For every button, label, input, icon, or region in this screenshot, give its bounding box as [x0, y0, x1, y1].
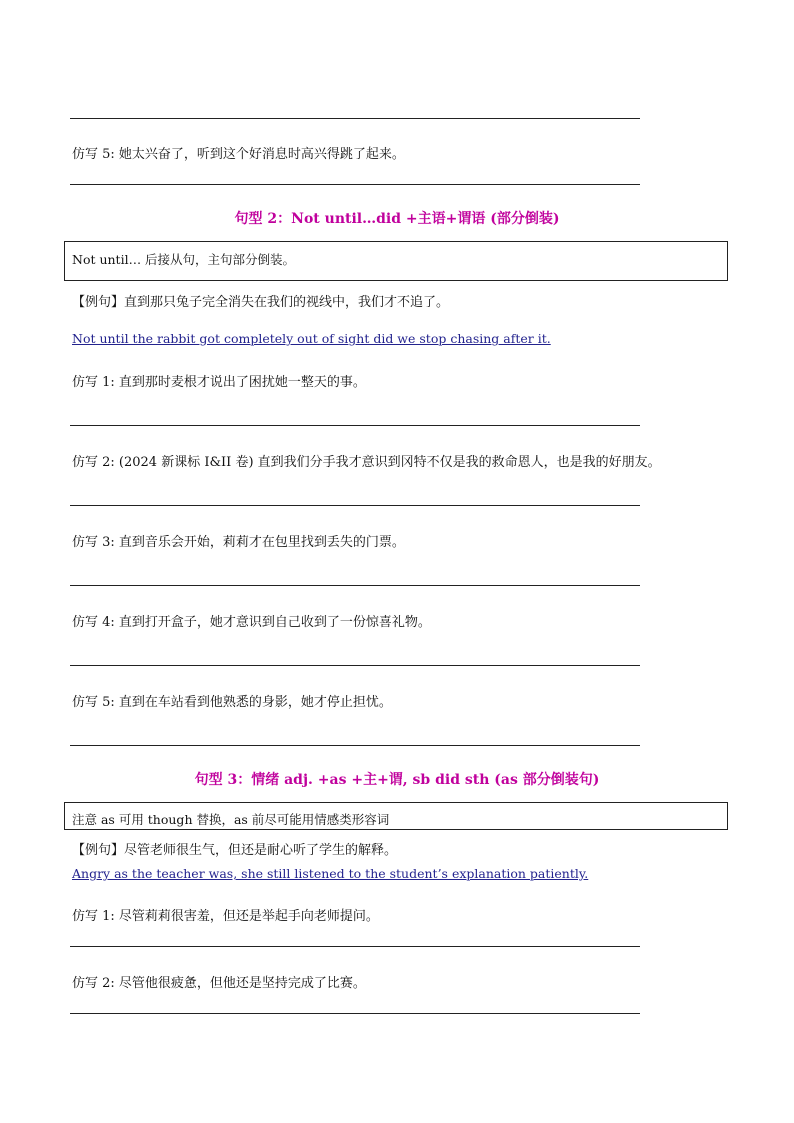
section-2-example-en: Not until the rabbit got completely out of sight did we stop chasing after it. [72, 331, 551, 346]
s2-practice-2: 仿写 2: (2024 新课标 I&II 卷) 直到我们分手我才意识到冈特不仅是我的救命恩人，也是我的好朋友。 [72, 455, 661, 470]
answer-line [70, 505, 640, 506]
answer-line [70, 946, 640, 947]
section-3-note-box [64, 802, 728, 830]
section-2-example-cn: 【例句】直到那只兔子完全消失在我们的视线中，我们才不追了。 [72, 295, 450, 310]
section-2-note-box [64, 241, 728, 281]
section-3-note: 注意 as 可用 though 替换，as 前尽可能用情感类形容词 [72, 812, 390, 827]
section-2-heading: 句型 2：Not until…did +主语+谓语 (部分倒装) [234, 211, 560, 227]
answer-line [70, 425, 640, 426]
s2-practice-1: 仿写 1: 直到那时麦根才说出了困扰她一整天的事。 [72, 375, 366, 390]
s2-practice-5: 仿写 5: 直到在车站看到他熟悉的身影，她才停止担忧。 [72, 695, 392, 710]
section-3-example-cn: 【例句】尽管老师很生气，但还是耐心听了学生的解释。 [72, 843, 398, 858]
s3-practice-2: 仿写 2: 尽管他很疲惫，但他还是坚持完成了比赛。 [72, 976, 366, 991]
answer-line [70, 585, 640, 586]
practice-5: 仿写 5: 她太兴奋了，听到这个好消息时高兴得跳了起来。 [72, 147, 405, 162]
s3-practice-1: 仿写 1: 尽管莉莉很害羞，但还是举起手向老师提问。 [72, 909, 379, 924]
answer-line [70, 1013, 640, 1014]
answer-line [70, 745, 640, 746]
answer-line [70, 118, 640, 119]
answer-line [70, 184, 640, 185]
section-3-example-en: Angry as the teacher was, she still listened to the student’s explanation patiently. [72, 866, 589, 881]
s2-practice-3: 仿写 3: 直到音乐会开始，莉莉才在包里找到丢失的门票。 [72, 535, 405, 550]
answer-line [70, 665, 640, 666]
section-3-heading: 句型 3：情绪 adj. +as +主+谓, sb did sth (as 部分倒装句) [194, 772, 600, 788]
section-2-note: Not until… 后接从句，主句部分倒装。 [72, 252, 296, 267]
s2-practice-4: 仿写 4: 直到打开盒子，她才意识到自己收到了一份惊喜礼物。 [72, 615, 431, 630]
